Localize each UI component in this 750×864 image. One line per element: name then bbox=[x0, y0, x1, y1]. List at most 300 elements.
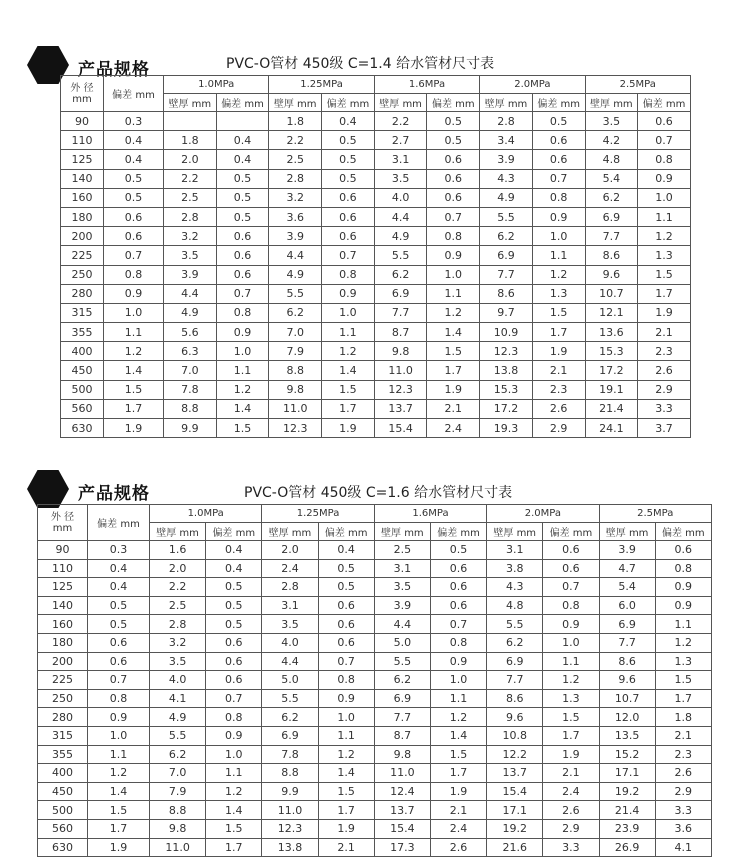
diameter-tolerance-cell: 0.4 bbox=[104, 150, 164, 169]
outer-diameter-cell: 355 bbox=[61, 323, 104, 342]
outer-diameter-cell: 315 bbox=[61, 303, 104, 322]
wall-tolerance-cell: 3.7 bbox=[638, 419, 691, 438]
wall-tolerance-cell: 0.5 bbox=[532, 112, 585, 131]
wall-thickness-cell: 4.8 bbox=[585, 150, 638, 169]
diameter-tolerance-cell: 0.7 bbox=[88, 671, 150, 690]
wall-tolerance-cell: 0.8 bbox=[543, 596, 599, 615]
wall-thickness-cell: 13.7 bbox=[374, 801, 430, 820]
wall-tolerance-cell: 1.9 bbox=[322, 419, 375, 438]
wall-tolerance-header: 偏差 mm bbox=[638, 94, 691, 112]
wall-tolerance-cell: 3.6 bbox=[655, 819, 711, 838]
outer-diameter-cell: 90 bbox=[38, 541, 88, 560]
wall-tolerance-cell: 0.7 bbox=[318, 652, 374, 671]
wall-tolerance-cell: 0.9 bbox=[430, 652, 486, 671]
wall-thickness-cell: 5.5 bbox=[150, 726, 206, 745]
wall-thickness-cell: 11.0 bbox=[374, 764, 430, 783]
table-row bbox=[61, 112, 691, 131]
table-row bbox=[61, 227, 691, 246]
wall-thickness-cell: 2.5 bbox=[374, 541, 430, 560]
wall-thickness-cell: 2.2 bbox=[150, 578, 206, 597]
diameter-tolerance-header: 偏差 mm bbox=[104, 76, 164, 112]
wall-thickness-header: 壁厚 mm bbox=[374, 523, 430, 541]
table-title: PVC-O管材 450级 C=1.4 给水管材尺寸表 bbox=[226, 56, 495, 72]
wall-thickness-cell: 8.8 bbox=[164, 399, 217, 418]
wall-thickness-header: 壁厚 mm bbox=[374, 94, 427, 112]
outer-diameter-cell: 560 bbox=[38, 819, 88, 838]
wall-thickness-cell: 15.3 bbox=[585, 342, 638, 361]
wall-thickness-cell: 8.7 bbox=[374, 726, 430, 745]
wall-thickness-cell: 12.3 bbox=[480, 342, 533, 361]
table-row bbox=[38, 745, 712, 764]
table-row bbox=[38, 559, 712, 578]
wall-thickness-cell: 2.5 bbox=[150, 596, 206, 615]
wall-tolerance-cell: 1.5 bbox=[427, 342, 480, 361]
table-row bbox=[38, 671, 712, 690]
wall-tolerance-header: 偏差 mm bbox=[543, 523, 599, 541]
wall-tolerance-cell: 3.3 bbox=[655, 801, 711, 820]
wall-tolerance-cell: 0.9 bbox=[216, 323, 269, 342]
wall-thickness-cell: 5.5 bbox=[374, 246, 427, 265]
diameter-tolerance-cell: 1.4 bbox=[88, 782, 150, 801]
wall-tolerance-cell: 1.1 bbox=[638, 207, 691, 226]
wall-thickness-cell: 12.3 bbox=[374, 380, 427, 399]
table-row bbox=[38, 838, 712, 857]
wall-thickness-cell: 2.5 bbox=[269, 150, 322, 169]
wall-thickness-cell: 3.5 bbox=[262, 615, 318, 634]
wall-thickness-cell: 9.6 bbox=[599, 671, 655, 690]
wall-tolerance-cell: 1.1 bbox=[655, 615, 711, 634]
wall-tolerance-cell: 0.6 bbox=[322, 207, 375, 226]
outer-diameter-cell: 450 bbox=[61, 361, 104, 380]
outer-diameter-cell: 500 bbox=[61, 380, 104, 399]
table-row bbox=[38, 615, 712, 634]
table-row bbox=[61, 131, 691, 150]
wall-tolerance-cell: 2.9 bbox=[532, 419, 585, 438]
wall-thickness-cell: 6.9 bbox=[487, 652, 543, 671]
wall-thickness-cell: 6.2 bbox=[269, 303, 322, 322]
wall-thickness-cell: 2.5 bbox=[164, 188, 217, 207]
wall-tolerance-cell: 0.8 bbox=[532, 188, 585, 207]
wall-tolerance-cell: 0.6 bbox=[427, 188, 480, 207]
wall-thickness-cell: 4.4 bbox=[374, 207, 427, 226]
wall-tolerance-cell: 0.8 bbox=[216, 303, 269, 322]
wall-tolerance-cell: 0.5 bbox=[216, 169, 269, 188]
wall-tolerance-cell: 1.7 bbox=[206, 838, 262, 857]
diameter-tolerance-cell: 0.6 bbox=[88, 652, 150, 671]
outer-diameter-cell: 630 bbox=[61, 419, 104, 438]
wall-tolerance-cell: 1.7 bbox=[655, 689, 711, 708]
wall-thickness-cell: 24.1 bbox=[585, 419, 638, 438]
wall-tolerance-cell: 1.0 bbox=[532, 227, 585, 246]
outer-diameter-header-line: 外 径 bbox=[50, 511, 75, 523]
wall-tolerance-header: 偏差 mm bbox=[318, 523, 374, 541]
pressure-class-header: 2.0MPa bbox=[480, 76, 585, 94]
diameter-tolerance-cell: 1.4 bbox=[104, 361, 164, 380]
wall-tolerance-cell: 1.2 bbox=[206, 782, 262, 801]
diameter-tolerance-cell: 0.5 bbox=[104, 188, 164, 207]
diameter-tolerance-cell: 1.1 bbox=[104, 323, 164, 342]
table-row bbox=[38, 782, 712, 801]
wall-tolerance-cell: 1.4 bbox=[430, 726, 486, 745]
wall-thickness-header: 壁厚 mm bbox=[599, 523, 655, 541]
wall-thickness-cell: 17.2 bbox=[585, 361, 638, 380]
wall-tolerance-cell bbox=[216, 112, 269, 131]
wall-thickness-cell: 15.4 bbox=[487, 782, 543, 801]
wall-thickness-cell: 3.1 bbox=[487, 541, 543, 560]
wall-thickness-cell: 8.7 bbox=[374, 323, 427, 342]
outer-diameter-cell: 160 bbox=[61, 188, 104, 207]
wall-thickness-cell: 6.2 bbox=[374, 671, 430, 690]
wall-thickness-cell: 6.2 bbox=[585, 188, 638, 207]
wall-thickness-cell: 3.9 bbox=[164, 265, 217, 284]
wall-tolerance-cell: 1.0 bbox=[322, 303, 375, 322]
wall-tolerance-cell: 0.4 bbox=[206, 541, 262, 560]
wall-tolerance-cell: 0.5 bbox=[318, 559, 374, 578]
wall-tolerance-cell: 1.0 bbox=[206, 745, 262, 764]
wall-tolerance-cell: 3.3 bbox=[543, 838, 599, 857]
wall-tolerance-header: 偏差 mm bbox=[655, 523, 711, 541]
wall-tolerance-cell: 2.1 bbox=[430, 801, 486, 820]
wall-tolerance-cell: 0.4 bbox=[322, 112, 375, 131]
wall-tolerance-cell: 1.7 bbox=[430, 764, 486, 783]
wall-thickness-cell: 13.5 bbox=[599, 726, 655, 745]
wall-tolerance-cell: 0.9 bbox=[655, 578, 711, 597]
wall-tolerance-cell: 1.0 bbox=[430, 671, 486, 690]
wall-tolerance-cell: 0.9 bbox=[543, 615, 599, 634]
wall-tolerance-cell: 0.4 bbox=[206, 559, 262, 578]
wall-thickness-cell: 6.0 bbox=[599, 596, 655, 615]
table-row bbox=[38, 652, 712, 671]
wall-thickness-cell: 9.9 bbox=[262, 782, 318, 801]
wall-tolerance-cell: 0.7 bbox=[216, 284, 269, 303]
wall-thickness-cell: 3.1 bbox=[374, 559, 430, 578]
wall-tolerance-cell: 0.5 bbox=[322, 131, 375, 150]
wall-tolerance-cell: 0.4 bbox=[318, 541, 374, 560]
wall-thickness-cell: 19.3 bbox=[480, 419, 533, 438]
wall-tolerance-cell: 0.4 bbox=[216, 131, 269, 150]
diameter-tolerance-cell: 1.2 bbox=[104, 342, 164, 361]
wall-tolerance-cell: 0.6 bbox=[318, 615, 374, 634]
table-row bbox=[61, 323, 691, 342]
wall-thickness-cell: 5.0 bbox=[374, 633, 430, 652]
wall-tolerance-cell: 1.5 bbox=[318, 782, 374, 801]
wall-tolerance-cell: 0.6 bbox=[543, 541, 599, 560]
wall-thickness-cell: 3.9 bbox=[374, 596, 430, 615]
wall-thickness-cell: 6.9 bbox=[599, 615, 655, 634]
wall-tolerance-cell: 2.4 bbox=[430, 819, 486, 838]
diameter-tolerance-cell: 1.7 bbox=[104, 399, 164, 418]
wall-thickness-cell: 5.5 bbox=[487, 615, 543, 634]
diameter-tolerance-cell: 0.5 bbox=[88, 615, 150, 634]
pressure-class-header: 2.0MPa bbox=[487, 505, 599, 523]
wall-thickness-cell: 4.3 bbox=[487, 578, 543, 597]
wall-tolerance-cell: 1.7 bbox=[427, 361, 480, 380]
wall-tolerance-cell: 1.8 bbox=[655, 708, 711, 727]
wall-tolerance-cell: 4.1 bbox=[655, 838, 711, 857]
wall-tolerance-cell: 1.7 bbox=[318, 801, 374, 820]
wall-tolerance-cell: 0.9 bbox=[206, 726, 262, 745]
wall-tolerance-header: 偏差 mm bbox=[532, 94, 585, 112]
wall-tolerance-cell: 0.6 bbox=[430, 559, 486, 578]
wall-tolerance-cell: 0.6 bbox=[430, 596, 486, 615]
wall-tolerance-cell: 1.0 bbox=[638, 188, 691, 207]
wall-tolerance-cell: 1.5 bbox=[430, 745, 486, 764]
wall-tolerance-cell: 1.1 bbox=[322, 323, 375, 342]
wall-thickness-cell: 6.2 bbox=[487, 633, 543, 652]
wall-thickness-cell: 10.8 bbox=[487, 726, 543, 745]
table-title: PVC-O管材 450级 C=1.6 给水管材尺寸表 bbox=[244, 485, 513, 501]
wall-thickness-cell: 3.1 bbox=[374, 150, 427, 169]
diameter-tolerance-cell: 0.9 bbox=[104, 284, 164, 303]
wall-thickness-cell: 19.2 bbox=[487, 819, 543, 838]
diameter-tolerance-cell: 0.8 bbox=[88, 689, 150, 708]
wall-tolerance-cell: 2.3 bbox=[655, 745, 711, 764]
wall-thickness-cell: 4.3 bbox=[480, 169, 533, 188]
wall-thickness-cell: 6.2 bbox=[262, 708, 318, 727]
wall-thickness-cell: 15.4 bbox=[374, 819, 430, 838]
wall-thickness-cell: 6.9 bbox=[374, 689, 430, 708]
diameter-tolerance-cell: 0.3 bbox=[88, 541, 150, 560]
outer-diameter-header-line: 外 径 bbox=[70, 82, 94, 94]
wall-tolerance-header: 偏差 mm bbox=[206, 523, 262, 541]
wall-tolerance-cell: 1.4 bbox=[427, 323, 480, 342]
wall-thickness-cell: 3.5 bbox=[164, 246, 217, 265]
wall-tolerance-cell: 0.8 bbox=[427, 227, 480, 246]
wall-tolerance-cell: 1.2 bbox=[638, 227, 691, 246]
outer-diameter-cell: 200 bbox=[61, 227, 104, 246]
wall-tolerance-cell: 1.0 bbox=[318, 708, 374, 727]
wall-thickness-cell: 3.5 bbox=[150, 652, 206, 671]
wall-thickness-cell: 5.4 bbox=[585, 169, 638, 188]
wall-thickness-cell: 9.6 bbox=[487, 708, 543, 727]
wall-thickness-cell: 12.3 bbox=[262, 819, 318, 838]
wall-thickness-cell: 9.7 bbox=[480, 303, 533, 322]
diameter-tolerance-cell: 1.9 bbox=[88, 838, 150, 857]
wall-tolerance-cell: 2.1 bbox=[318, 838, 374, 857]
table-row bbox=[61, 169, 691, 188]
wall-tolerance-cell: 2.6 bbox=[430, 838, 486, 857]
wall-tolerance-cell: 0.9 bbox=[322, 284, 375, 303]
wall-tolerance-cell: 0.7 bbox=[206, 689, 262, 708]
wall-tolerance-cell: 1.3 bbox=[543, 689, 599, 708]
wall-thickness-cell: 2.4 bbox=[262, 559, 318, 578]
wall-tolerance-cell: 1.3 bbox=[638, 246, 691, 265]
wall-thickness-cell: 2.2 bbox=[164, 169, 217, 188]
wall-tolerance-cell: 2.4 bbox=[427, 419, 480, 438]
wall-thickness-cell: 10.7 bbox=[599, 689, 655, 708]
wall-thickness-cell: 10.9 bbox=[480, 323, 533, 342]
wall-tolerance-cell: 0.5 bbox=[206, 615, 262, 634]
diameter-tolerance-cell: 0.7 bbox=[104, 246, 164, 265]
wall-thickness-cell: 4.4 bbox=[262, 652, 318, 671]
outer-diameter-cell: 90 bbox=[61, 112, 104, 131]
wall-tolerance-cell: 0.6 bbox=[430, 578, 486, 597]
wall-thickness-cell: 5.0 bbox=[262, 671, 318, 690]
wall-tolerance-cell: 0.7 bbox=[638, 131, 691, 150]
pressure-class-header: 1.0MPa bbox=[150, 505, 262, 523]
outer-diameter-cell: 180 bbox=[61, 207, 104, 226]
table-row bbox=[38, 819, 712, 838]
wall-thickness-cell: 2.8 bbox=[262, 578, 318, 597]
wall-thickness-cell: 7.7 bbox=[599, 633, 655, 652]
wall-tolerance-cell: 3.3 bbox=[638, 399, 691, 418]
wall-tolerance-cell: 1.7 bbox=[638, 284, 691, 303]
wall-tolerance-cell: 0.6 bbox=[532, 150, 585, 169]
wall-thickness-cell: 9.8 bbox=[269, 380, 322, 399]
table-row bbox=[61, 380, 691, 399]
wall-thickness-cell: 23.9 bbox=[599, 819, 655, 838]
wall-thickness-cell: 10.7 bbox=[585, 284, 638, 303]
wall-tolerance-cell: 0.6 bbox=[216, 227, 269, 246]
wall-tolerance-cell: 2.9 bbox=[655, 782, 711, 801]
wall-tolerance-cell: 0.8 bbox=[206, 708, 262, 727]
wall-tolerance-cell: 1.5 bbox=[543, 708, 599, 727]
wall-tolerance-cell: 1.7 bbox=[532, 323, 585, 342]
wall-thickness-cell: 15.2 bbox=[599, 745, 655, 764]
wall-tolerance-cell: 1.1 bbox=[216, 361, 269, 380]
wall-tolerance-cell: 0.5 bbox=[427, 131, 480, 150]
outer-diameter-cell: 225 bbox=[38, 671, 88, 690]
spec-table bbox=[37, 504, 712, 857]
wall-thickness-cell: 9.9 bbox=[164, 419, 217, 438]
table-row bbox=[38, 596, 712, 615]
wall-thickness-cell: 1.6 bbox=[150, 541, 206, 560]
wall-tolerance-cell: 0.6 bbox=[206, 652, 262, 671]
wall-thickness-cell: 15.3 bbox=[480, 380, 533, 399]
wall-thickness-cell: 4.9 bbox=[374, 227, 427, 246]
wall-tolerance-cell: 1.5 bbox=[638, 265, 691, 284]
wall-thickness-cell: 3.6 bbox=[269, 207, 322, 226]
wall-thickness-cell: 1.8 bbox=[164, 131, 217, 150]
diameter-tolerance-cell: 0.4 bbox=[104, 131, 164, 150]
wall-thickness-cell: 4.9 bbox=[164, 303, 217, 322]
outer-diameter-cell: 500 bbox=[38, 801, 88, 820]
wall-tolerance-cell: 0.7 bbox=[322, 246, 375, 265]
wall-tolerance-cell: 1.0 bbox=[216, 342, 269, 361]
wall-thickness-cell: 7.9 bbox=[269, 342, 322, 361]
wall-tolerance-cell: 2.9 bbox=[638, 380, 691, 399]
wall-tolerance-cell: 1.4 bbox=[318, 764, 374, 783]
wall-tolerance-header: 偏差 mm bbox=[216, 94, 269, 112]
outer-diameter-cell: 280 bbox=[61, 284, 104, 303]
wall-tolerance-cell: 0.5 bbox=[216, 207, 269, 226]
wall-tolerance-cell: 2.1 bbox=[532, 361, 585, 380]
wall-thickness-cell: 7.7 bbox=[374, 708, 430, 727]
wall-thickness-cell: 4.9 bbox=[150, 708, 206, 727]
outer-diameter-cell: 160 bbox=[38, 615, 88, 634]
wall-thickness-cell: 3.5 bbox=[374, 169, 427, 188]
wall-tolerance-cell: 1.9 bbox=[638, 303, 691, 322]
table-row bbox=[38, 726, 712, 745]
wall-thickness-cell: 2.0 bbox=[262, 541, 318, 560]
diameter-tolerance-cell: 0.5 bbox=[88, 596, 150, 615]
wall-tolerance-cell: 0.9 bbox=[427, 246, 480, 265]
outer-diameter-cell: 200 bbox=[38, 652, 88, 671]
outer-diameter-header bbox=[61, 76, 104, 112]
wall-thickness-cell: 8.6 bbox=[480, 284, 533, 303]
wall-thickness-cell: 6.9 bbox=[480, 246, 533, 265]
outer-diameter-cell: 250 bbox=[38, 689, 88, 708]
wall-tolerance-cell: 1.9 bbox=[543, 745, 599, 764]
outer-diameter-cell: 630 bbox=[38, 838, 88, 857]
diameter-tolerance-cell: 0.6 bbox=[104, 207, 164, 226]
wall-thickness-cell: 3.9 bbox=[480, 150, 533, 169]
wall-thickness-cell: 3.9 bbox=[269, 227, 322, 246]
outer-diameter-cell: 315 bbox=[38, 726, 88, 745]
header-row bbox=[38, 505, 712, 523]
wall-tolerance-cell: 0.8 bbox=[322, 265, 375, 284]
wall-thickness-cell: 21.4 bbox=[585, 399, 638, 418]
wall-thickness-cell: 2.2 bbox=[269, 131, 322, 150]
wall-thickness-cell: 11.0 bbox=[269, 399, 322, 418]
diameter-tolerance-cell: 0.6 bbox=[104, 227, 164, 246]
pressure-class-header: 1.6MPa bbox=[374, 505, 486, 523]
diameter-tolerance-header: 偏差 mm bbox=[88, 505, 150, 541]
wall-thickness-cell: 9.6 bbox=[585, 265, 638, 284]
wall-thickness-cell: 5.6 bbox=[164, 323, 217, 342]
table-row bbox=[61, 265, 691, 284]
table-row bbox=[38, 541, 712, 560]
wall-thickness-cell: 8.8 bbox=[150, 801, 206, 820]
wall-tolerance-cell: 0.7 bbox=[532, 169, 585, 188]
table-row bbox=[61, 150, 691, 169]
wall-thickness-cell: 6.2 bbox=[480, 227, 533, 246]
wall-thickness-header: 壁厚 mm bbox=[262, 523, 318, 541]
wall-tolerance-cell: 1.1 bbox=[430, 689, 486, 708]
wall-tolerance-cell: 1.7 bbox=[322, 399, 375, 418]
wall-tolerance-cell: 1.3 bbox=[532, 284, 585, 303]
diameter-tolerance-cell: 0.3 bbox=[104, 112, 164, 131]
wall-tolerance-cell: 1.5 bbox=[322, 380, 375, 399]
pressure-class-header: 1.0MPa bbox=[164, 76, 269, 94]
wall-tolerance-cell: 1.2 bbox=[318, 745, 374, 764]
wall-thickness-cell: 3.4 bbox=[480, 131, 533, 150]
wall-tolerance-cell: 2.1 bbox=[638, 323, 691, 342]
wall-thickness-cell: 13.6 bbox=[585, 323, 638, 342]
wall-tolerance-cell: 0.9 bbox=[655, 596, 711, 615]
wall-thickness-cell: 4.0 bbox=[262, 633, 318, 652]
table-row bbox=[61, 419, 691, 438]
wall-thickness-cell: 5.5 bbox=[480, 207, 533, 226]
wall-thickness-header: 壁厚 mm bbox=[487, 523, 543, 541]
wall-tolerance-cell: 2.9 bbox=[543, 819, 599, 838]
diameter-tolerance-cell: 1.5 bbox=[88, 801, 150, 820]
wall-thickness-cell: 3.8 bbox=[487, 559, 543, 578]
wall-tolerance-cell: 1.3 bbox=[655, 652, 711, 671]
wall-tolerance-cell: 2.1 bbox=[427, 399, 480, 418]
diameter-tolerance-cell: 0.6 bbox=[88, 633, 150, 652]
table-row bbox=[38, 578, 712, 597]
wall-tolerance-cell: 0.7 bbox=[430, 615, 486, 634]
wall-tolerance-cell: 1.1 bbox=[532, 246, 585, 265]
wall-thickness-cell bbox=[164, 112, 217, 131]
wall-tolerance-cell: 1.2 bbox=[543, 671, 599, 690]
wall-thickness-cell: 3.2 bbox=[269, 188, 322, 207]
outer-diameter-header-unit: mm bbox=[52, 522, 73, 534]
section-label: 产品规格 bbox=[78, 484, 150, 504]
wall-tolerance-cell: 0.6 bbox=[216, 265, 269, 284]
wall-tolerance-cell: 1.7 bbox=[543, 726, 599, 745]
wall-thickness-cell: 12.3 bbox=[269, 419, 322, 438]
wall-thickness-cell: 17.1 bbox=[599, 764, 655, 783]
table-row bbox=[61, 303, 691, 322]
wall-thickness-cell: 3.5 bbox=[585, 112, 638, 131]
wall-thickness-cell: 7.0 bbox=[269, 323, 322, 342]
table-row bbox=[61, 246, 691, 265]
wall-tolerance-cell: 1.0 bbox=[543, 633, 599, 652]
wall-thickness-header: 壁厚 mm bbox=[585, 94, 638, 112]
wall-thickness-cell: 4.8 bbox=[487, 596, 543, 615]
